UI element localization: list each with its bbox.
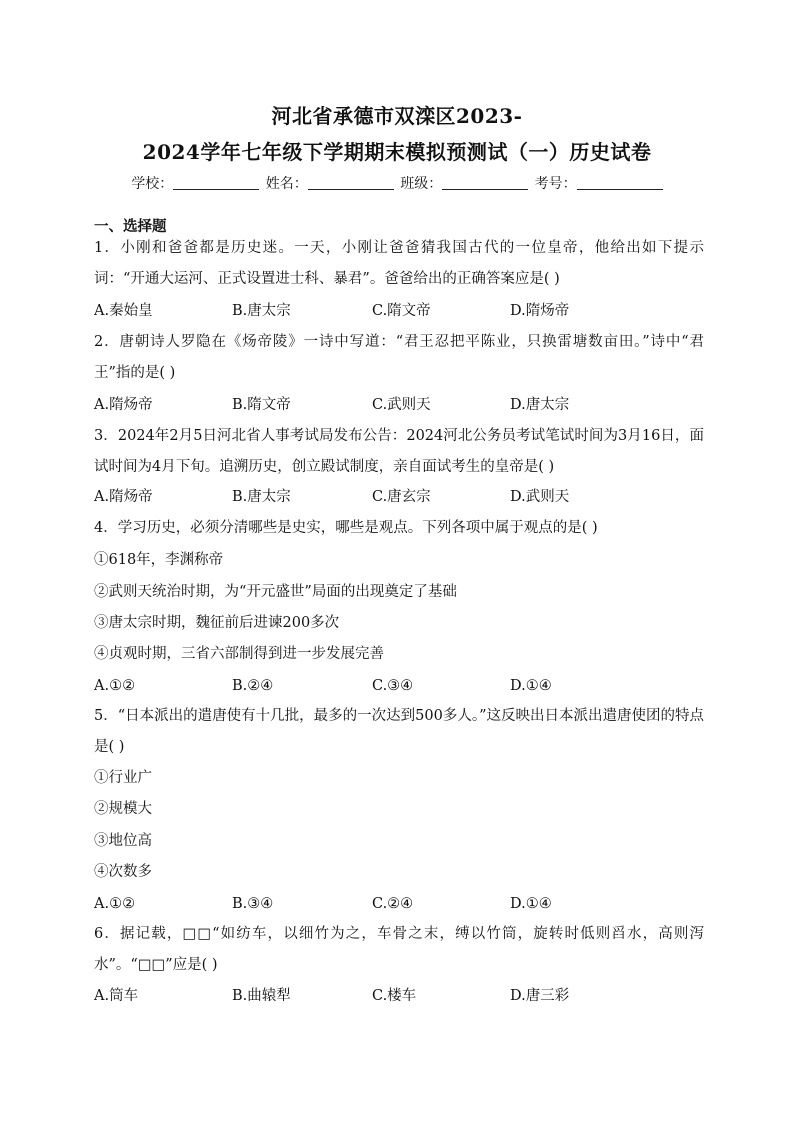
question-5-item-2: ②规模大: [94, 801, 152, 817]
question-4: 4．学习历史，必须分清哪些是史实，哪些是观点。下列各项中属于观点的是( ): [94, 520, 598, 536]
exam-title-line1: 河北省承德市双滦区2023-: [271, 104, 523, 128]
option-b[interactable]: B.隋文帝: [232, 397, 291, 413]
question-5-item-4: ④次数多: [94, 864, 152, 880]
option-c[interactable]: C.唐玄宗: [372, 489, 431, 505]
question-1: 1．小刚和爸爸都是历史迷。一天，小刚让爸爸猜我国古代的一位皇帝，他给出如下提示词：“开通大运河、正式设置进士科、暴君”。爸爸给出的正确答案应是( ): [94, 240, 704, 287]
option-c[interactable]: C.楼车: [372, 988, 417, 1004]
exam-number-blank[interactable]: [577, 177, 663, 190]
option-b[interactable]: B.唐太宗: [232, 489, 291, 505]
class-blank[interactable]: [442, 177, 528, 190]
question-2: 2．唐朝诗人罗隐在《炀帝陵》一诗中写道：“君王忍把平陈业，只换雷塘数亩田。”诗中“君王”指的是( ): [94, 334, 704, 381]
question-4-item-4: ④贞观时期，三省六部制得到进一步发展完善: [94, 646, 384, 662]
option-a[interactable]: A.筒车: [94, 988, 139, 1004]
option-a[interactable]: A.隋炀帝: [94, 489, 153, 505]
option-b[interactable]: B.②④: [232, 678, 274, 694]
option-c[interactable]: C.③④: [372, 678, 414, 694]
option-b[interactable]: B.唐太宗: [232, 303, 291, 319]
option-d[interactable]: D.①④: [510, 678, 552, 694]
question-5: 5．“日本派出的遣唐使有十几批，最多的一次达到500多人。”这反映出日本派出遣唐使团的特点是( ): [94, 708, 704, 755]
option-d[interactable]: D.隋炀帝: [510, 303, 570, 319]
option-d[interactable]: D.唐太宗: [510, 397, 570, 413]
question-5-item-1: ①行业广: [94, 770, 152, 786]
option-b[interactable]: B.曲辕犁: [232, 988, 291, 1004]
class-field[interactable]: 班级：: [400, 173, 528, 193]
option-c[interactable]: C.武则天: [372, 397, 431, 413]
question-4-item-1: ①618年，李渊称帝: [94, 552, 224, 568]
question-4-item-2: ②武则天统治时期，为“开元盛世”局面的出现奠定了基础: [94, 584, 457, 600]
option-c[interactable]: C.②④: [372, 896, 414, 912]
option-a[interactable]: A.①②: [94, 678, 136, 694]
name-blank[interactable]: [308, 177, 394, 190]
option-a[interactable]: A.①②: [94, 896, 136, 912]
school-blank[interactable]: [173, 177, 259, 190]
school-field[interactable]: 学校：: [131, 173, 259, 193]
option-d[interactable]: D.武则天: [510, 489, 570, 505]
question-6: 6．据记载，□□“如纺车，以细竹为之，车骨之末，缚以竹筒，旋转时低则舀水，高则泻水”。“□□”应是( ): [94, 926, 704, 973]
question-4-item-3: ③唐太宗时期，魏征前后进谏200多次: [94, 615, 340, 631]
section-heading: 一、选择题: [94, 219, 167, 235]
question-3: 3．2024年2月5日河北省人事考试局发布公告：2024河北公务员考试笔试时间为3月16日，面试时间为4月下旬。追溯历史，创立殿试制度，亲自面试考生的皇帝是( ): [94, 428, 704, 475]
option-b[interactable]: B.③④: [232, 896, 274, 912]
option-c[interactable]: C.隋文帝: [372, 303, 431, 319]
question-5-item-3: ③地位高: [94, 833, 152, 849]
option-d[interactable]: D.唐三彩: [510, 988, 570, 1004]
option-a[interactable]: A.秦始皇: [94, 303, 153, 319]
exam-number-field[interactable]: 考号：: [535, 173, 663, 193]
option-a[interactable]: A.隋炀帝: [94, 397, 153, 413]
option-d[interactable]: D.①④: [510, 896, 552, 912]
exam-title-line2: 2024学年七年级下学期期末模拟预测试（一）历史试卷: [142, 140, 652, 164]
student-info-row: [0, 173, 794, 193]
name-field[interactable]: 姓名：: [266, 173, 394, 193]
